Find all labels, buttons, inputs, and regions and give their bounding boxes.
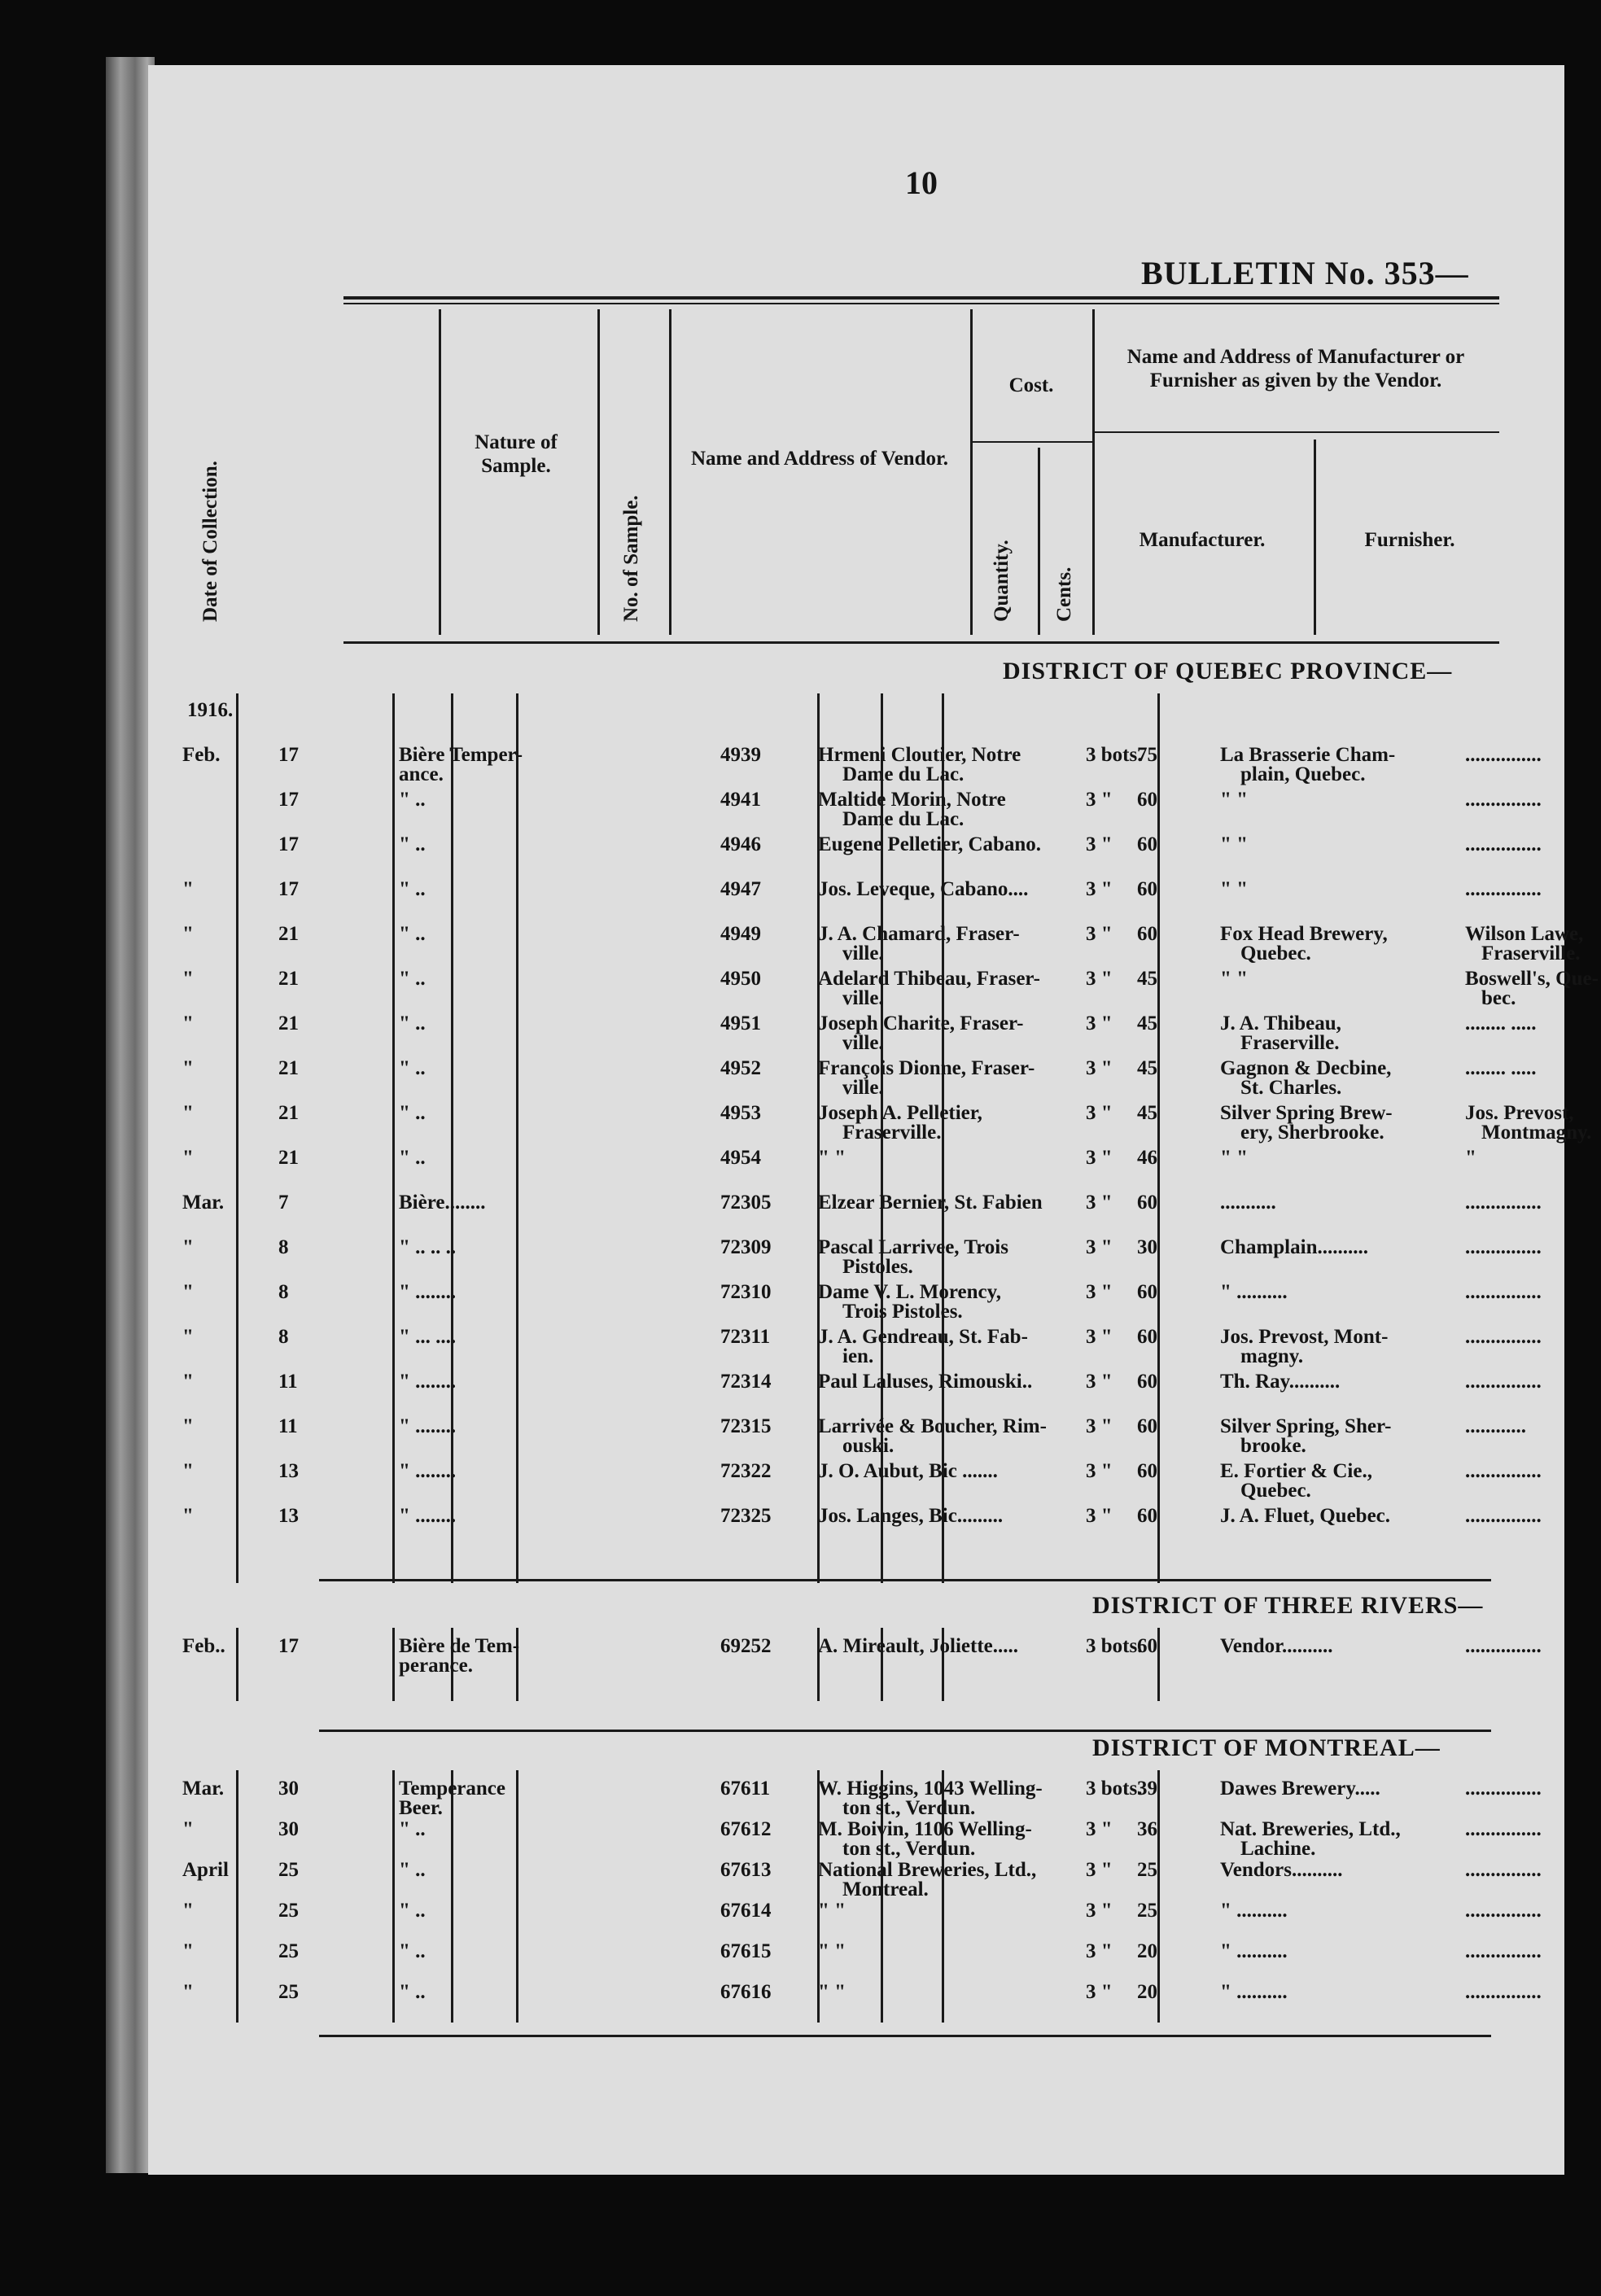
sample-number: 67616 [720, 1981, 772, 2003]
sample-number: 4941 [720, 789, 761, 811]
cost-cents: 36 [1137, 1818, 1157, 1840]
sample-number: 72309 [720, 1236, 772, 1258]
nature-of-sample: Temperance [399, 1778, 505, 1800]
manufacturer: Fox Head Brewery, [1220, 923, 1388, 945]
col-line [451, 693, 453, 1583]
nature-of-sample: " .. .. .. [399, 1236, 457, 1258]
manufacturer: Lachine. [1240, 1838, 1316, 1860]
sample-number: 4953 [720, 1102, 761, 1124]
nature-of-sample: " .. [399, 1940, 426, 1962]
cost-quantity: 3 " [1086, 1281, 1113, 1303]
manufacturer: " " [1220, 789, 1249, 811]
page-number: 10 [905, 164, 938, 201]
date-month: " [182, 1940, 194, 1962]
date-month: " [182, 1057, 194, 1079]
date-month: " [182, 1236, 194, 1258]
vendor-name-address: Maltide Morin, Notre [818, 789, 1006, 811]
cost-quantity: 3 " [1086, 1371, 1113, 1393]
vendor-name-address: " " [818, 1981, 846, 2003]
furnisher: ............ [1465, 1415, 1526, 1437]
date-day: 21 [278, 1102, 299, 1124]
cost-cents: 45 [1137, 968, 1157, 990]
cost-cents: 60 [1137, 1415, 1157, 1437]
furnisher: ............... [1465, 1940, 1542, 1962]
furnisher: ............... [1465, 1281, 1542, 1303]
cost-cents: 39 [1137, 1778, 1157, 1800]
manufacturer: ery, Sherbrooke. [1240, 1122, 1384, 1144]
manufacturer: brooke. [1240, 1435, 1306, 1457]
cost-quantity: 3 " [1086, 1192, 1113, 1214]
sample-number: 4947 [720, 878, 761, 900]
date-day: 17 [278, 789, 299, 811]
sample-number: 4939 [720, 744, 761, 766]
cost-cents: 60 [1137, 1460, 1157, 1482]
date-day: 8 [278, 1281, 289, 1303]
manufacturer: Jos. Prevost, Mont- [1220, 1326, 1389, 1348]
furnisher: ............... [1465, 1236, 1542, 1258]
col-line [1157, 1770, 1160, 2023]
nature-of-sample: Bière Temper- [399, 744, 523, 766]
cost-quantity: 3 " [1086, 923, 1113, 945]
date-day: 17 [278, 744, 299, 766]
header-rule-top-2 [343, 303, 1499, 304]
col-line [439, 309, 441, 635]
furnisher: ............... [1465, 1818, 1542, 1840]
cost-cents: 45 [1137, 1057, 1157, 1079]
sample-number: 4951 [720, 1012, 761, 1034]
manufacturer: " .......... [1220, 1900, 1288, 1922]
vendor-name-address: ville. [842, 987, 884, 1009]
furnisher: ............... [1465, 1635, 1542, 1657]
cost-quantity: 3 " [1086, 1460, 1113, 1482]
nature-of-sample: " ........ [399, 1371, 457, 1393]
section-title: DISTRICT OF THREE RIVERS— [1092, 1592, 1484, 1619]
date-day: 11 [278, 1371, 298, 1393]
date-day: 13 [278, 1505, 299, 1527]
nature-of-sample: " ........ [399, 1281, 457, 1303]
date-month: " [182, 1818, 194, 1840]
date-month: Mar. [182, 1192, 225, 1214]
nature-of-sample: " .. [399, 1981, 426, 2003]
section-title: DISTRICT OF QUEBEC PROVINCE— [1003, 658, 1453, 684]
date-month: " [182, 1281, 194, 1303]
manufacturer: Vendor.......... [1220, 1635, 1333, 1657]
manufacturer: Quebec. [1240, 942, 1311, 964]
furnisher: ............... [1465, 1460, 1542, 1482]
date-day: 17 [278, 878, 299, 900]
manufacturer: Th. Ray.......... [1220, 1371, 1341, 1393]
furnisher: ............... [1465, 1900, 1542, 1922]
date-day: 8 [278, 1326, 289, 1348]
vendor-name-address: Joseph Charite, Fraser- [818, 1012, 1024, 1034]
manufacturer: Dawes Brewery..... [1220, 1778, 1380, 1800]
nature-of-sample: perance. [399, 1655, 473, 1677]
section-rule [319, 2035, 1491, 2037]
cost-quantity: 3 " [1086, 1147, 1113, 1169]
cost-quantity: 3 " [1086, 1818, 1113, 1840]
section-rule [319, 1730, 1491, 1732]
furnisher: Boswell's, Que- [1465, 968, 1599, 990]
vendor-name-address: Fraserville. [842, 1122, 942, 1144]
date-month: " [182, 1900, 194, 1922]
manufacturer: Vendors.......... [1220, 1859, 1343, 1881]
nature-of-sample: " .. [399, 833, 426, 855]
vendor-name-address: ouski. [842, 1435, 895, 1457]
date-month: April [182, 1859, 229, 1881]
vendor-name-address: " " [818, 1940, 846, 1962]
col-line [817, 693, 820, 1583]
vendor-name-address: Pascal Larrivee, Trois [818, 1236, 1008, 1258]
sample-number: 4954 [720, 1147, 761, 1169]
cost-quantity: 3 bots. [1086, 1635, 1143, 1657]
sample-number: 72322 [720, 1460, 772, 1482]
header-manufacturer: Manufacturer. [1139, 529, 1266, 551]
date-month: " [182, 1505, 194, 1527]
date-day: 21 [278, 1012, 299, 1034]
furnisher: ............... [1465, 789, 1542, 811]
section-rule [319, 1579, 1491, 1581]
col-line [1157, 693, 1160, 1583]
col-line [392, 693, 395, 1583]
nature-of-sample: " .. [399, 1102, 426, 1124]
cost-cents: 45 [1137, 1102, 1157, 1124]
sample-number: 67611 [720, 1778, 771, 1800]
manufacturer: " " [1220, 833, 1249, 855]
date-day: 21 [278, 923, 299, 945]
date-day: 21 [278, 1057, 299, 1079]
cost-cents: 20 [1137, 1940, 1157, 1962]
book-spine [106, 57, 155, 2173]
col-line [597, 309, 600, 635]
furnisher: ............... [1465, 1505, 1542, 1527]
header-furnisher: Furnisher. [1364, 529, 1455, 551]
sample-number: 67615 [720, 1940, 772, 1962]
sample-number: 72314 [720, 1371, 772, 1393]
sample-number: 72311 [720, 1326, 771, 1348]
manufacturer: Silver Spring Brew- [1220, 1102, 1393, 1124]
vendor-name-address: Joseph A. Pelletier, [818, 1102, 982, 1124]
furnisher: Fraserville. [1481, 942, 1581, 964]
date-month: " [182, 1415, 194, 1437]
date-month: " [182, 1326, 194, 1348]
nature-of-sample: " .. [399, 1147, 426, 1169]
furnisher: ............... [1465, 1778, 1542, 1800]
sample-number: 69252 [720, 1635, 772, 1657]
nature-of-sample: " ........ [399, 1460, 457, 1482]
furnisher: Montmagny. [1481, 1122, 1592, 1144]
date-month: Mar. [182, 1778, 225, 1800]
cost-quantity: 3 bots. [1086, 744, 1143, 766]
sample-number: 4950 [720, 968, 761, 990]
manufacturer: Fraserville. [1240, 1032, 1340, 1054]
furnisher: " [1465, 1147, 1476, 1169]
section-title: DISTRICT OF MONTREAL— [1092, 1734, 1441, 1761]
furnisher: Jos. Prevost, [1465, 1102, 1574, 1124]
cost-quantity: 3 " [1086, 1012, 1113, 1034]
manufacturer: " .......... [1220, 1981, 1288, 2003]
cost-cents: 60 [1137, 1326, 1157, 1348]
date-month: " [182, 878, 194, 900]
header-rule-bottom [343, 641, 1499, 644]
header-quantity: Quantity. [991, 540, 1013, 622]
date-day: 25 [278, 1940, 299, 1962]
cost-quantity: 3 " [1086, 1900, 1113, 1922]
date-day: 21 [278, 968, 299, 990]
cost-quantity: 3 bots. [1086, 1778, 1143, 1800]
nature-of-sample: " ........ [399, 1415, 457, 1437]
cost-quantity: 3 " [1086, 1326, 1113, 1348]
cost-cents: 60 [1137, 1635, 1157, 1657]
nature-of-sample: " ........ [399, 1505, 457, 1527]
vendor-name-address: ville. [842, 1077, 884, 1099]
sample-number: 67614 [720, 1900, 772, 1922]
furnisher: ............... [1465, 878, 1542, 900]
date-month: " [182, 1102, 194, 1124]
furnisher: ............... [1465, 1371, 1542, 1393]
header-nature: Nature of Sample. [475, 431, 558, 477]
vendor-name-address: Paul Laluses, Rimouski.. [818, 1371, 1033, 1393]
col-line [1157, 1628, 1160, 1701]
cost-quantity: 3 " [1086, 1057, 1113, 1079]
cost-quantity: 3 " [1086, 1415, 1113, 1437]
date-month: Feb.. [182, 1635, 225, 1657]
col-line [236, 1628, 238, 1701]
date-day: 17 [278, 833, 299, 855]
furnisher: Wilson Lawe, [1465, 923, 1584, 945]
cost-quantity: 3 " [1086, 1505, 1113, 1527]
nature-of-sample: " .. [399, 1900, 426, 1922]
furnisher: ............... [1465, 833, 1542, 855]
header-vendor: Name and Address of Vendor. [690, 448, 949, 470]
date-day: 13 [278, 1460, 299, 1482]
furnisher: ............... [1465, 1859, 1542, 1881]
date-month: " [182, 1371, 194, 1393]
date-day: 7 [278, 1192, 289, 1214]
cost-cents: 60 [1137, 878, 1157, 900]
date-day: 17 [278, 1635, 299, 1657]
manufacturer: La Brasserie Cham- [1220, 744, 1396, 766]
header-cents: Cents. [1053, 566, 1075, 622]
cost-quantity: 3 " [1086, 789, 1113, 811]
col-line [516, 693, 518, 1583]
vendor-name-address: National Breweries, Ltd., [818, 1859, 1037, 1881]
nature-of-sample: " .. [399, 968, 426, 990]
vendor-name-address: Jos. Leveque, Cabano.... [818, 878, 1029, 900]
vendor-name-address: Dame du Lac. [842, 763, 965, 785]
nature-of-sample: " .. [399, 1057, 426, 1079]
furnisher: ........ ..... [1465, 1012, 1537, 1034]
vendor-name-address: ville. [842, 1032, 884, 1054]
date-day: 11 [278, 1415, 298, 1437]
cost-cents: 25 [1137, 1859, 1157, 1881]
manufacturer: St. Charles. [1240, 1077, 1342, 1099]
sample-number: 72305 [720, 1192, 772, 1214]
vendor-name-address: Hrmeni Cloutier, Notre [818, 744, 1021, 766]
cost-cents: 60 [1137, 1505, 1157, 1527]
nature-of-sample: " .. [399, 878, 426, 900]
col-line [236, 693, 238, 1583]
sample-number: 72310 [720, 1281, 772, 1303]
nature-of-sample: Bière de Tem- [399, 1635, 520, 1657]
furnisher: ............... [1465, 1192, 1542, 1214]
vendor-name-address: Dame V. L. Morency, [818, 1281, 1001, 1303]
cost-quantity: 3 " [1086, 1859, 1113, 1881]
cost-quantity: 3 " [1086, 878, 1113, 900]
date-day: 30 [278, 1818, 299, 1840]
manufacturer: " .......... [1220, 1940, 1288, 1962]
date-day: 25 [278, 1900, 299, 1922]
cost-sub-rule [970, 441, 1092, 443]
date-month: " [182, 1012, 194, 1034]
manufacturer: magny. [1240, 1345, 1304, 1367]
vendor-name-address: W. Higgins, 1043 Welling- [818, 1778, 1043, 1800]
cost-cents: 75 [1137, 744, 1157, 766]
col-line [516, 1770, 518, 2023]
furnisher: ............... [1465, 744, 1542, 766]
date-day: 21 [278, 1147, 299, 1169]
col-line [392, 1770, 395, 2023]
header-no: No. of Sample. [620, 495, 642, 622]
vendor-name-address: Larrivée & Boucher, Rim- [818, 1415, 1047, 1437]
section-year: 1916. [187, 699, 234, 721]
furnisher: bec. [1481, 987, 1516, 1009]
manufacturer: Gagnon & Decbine, [1220, 1057, 1392, 1079]
vendor-name-address: ville. [842, 942, 884, 964]
cost-cents: 20 [1137, 1981, 1157, 2003]
nature-of-sample: Beer. [399, 1797, 443, 1819]
date-month: " [182, 1147, 194, 1169]
vendor-name-address: Elzear Bernier, St. Fabien [818, 1192, 1043, 1214]
date-month: " [182, 923, 194, 945]
vendor-name-address: Pistoles. [842, 1256, 913, 1278]
nature-of-sample: " ... .... [399, 1326, 457, 1348]
vendor-name-address: " " [818, 1900, 846, 1922]
manufacturer: " " [1220, 1147, 1249, 1169]
manufacturer: ........... [1220, 1192, 1276, 1214]
vendor-name-address: Adelard Thibeau, Fraser- [818, 968, 1040, 990]
vendor-name-address: J. A. Chamard, Fraser- [818, 923, 1020, 945]
manufacturer: " .......... [1220, 1281, 1288, 1303]
vendor-name-address: François Dionne, Fraser- [818, 1057, 1035, 1079]
vendor-name-address: J. O. Aubut, Bic ....... [818, 1460, 998, 1482]
nature-of-sample: Bière........ [399, 1192, 486, 1214]
cost-quantity: 3 " [1086, 1236, 1113, 1258]
cost-cents: 45 [1137, 1012, 1157, 1034]
cost-cents: 60 [1137, 923, 1157, 945]
col-line [970, 309, 973, 635]
sample-number: 67613 [720, 1859, 772, 1881]
col-line [451, 1770, 453, 2023]
header-cost: Cost. [1008, 374, 1054, 396]
date-day: 25 [278, 1981, 299, 2003]
cost-cents: 25 [1137, 1900, 1157, 1922]
manufacturer: Nat. Breweries, Ltd., [1220, 1818, 1401, 1840]
sample-number: 4946 [720, 833, 761, 855]
cost-cents: 60 [1137, 833, 1157, 855]
nature-of-sample: " .. [399, 923, 426, 945]
vendor-name-address: ton st., Verdun. [842, 1797, 976, 1819]
vendor-name-address: J. A. Gendreau, St. Fab- [818, 1326, 1028, 1348]
date-day: 30 [278, 1778, 299, 1800]
cost-cents: 30 [1137, 1236, 1157, 1258]
nature-of-sample: " .. [399, 789, 426, 811]
manufacturer: Champlain.......... [1220, 1236, 1368, 1258]
cost-cents: 60 [1137, 789, 1157, 811]
date-day: 25 [278, 1859, 299, 1881]
cost-cents: 60 [1137, 1281, 1157, 1303]
mfr-sub-rule [1092, 431, 1499, 433]
nature-of-sample: " .. [399, 1818, 426, 1840]
nature-of-sample: ance. [399, 763, 444, 785]
vendor-name-address: ien. [842, 1345, 874, 1367]
cost-quantity: 3 " [1086, 833, 1113, 855]
manufacturer: E. Fortier & Cie., [1220, 1460, 1372, 1482]
col-line [1038, 448, 1040, 635]
col-line [236, 1770, 238, 2023]
manufacturer: Quebec. [1240, 1480, 1311, 1502]
cost-cents: 46 [1137, 1147, 1157, 1169]
cost-cents: 60 [1137, 1192, 1157, 1214]
sample-number: 72315 [720, 1415, 772, 1437]
sample-number: 67612 [720, 1818, 772, 1840]
furnisher: ............... [1465, 1981, 1542, 2003]
vendor-name-address: Montreal. [842, 1878, 929, 1900]
manufacturer: J. A. Thibeau, [1220, 1012, 1341, 1034]
furnisher: ........ ..... [1465, 1057, 1537, 1079]
date-month: " [182, 1981, 194, 2003]
vendor-name-address: Dame du Lac. [842, 808, 965, 830]
vendor-name-address: Eugene Pelletier, Cabano. [818, 833, 1042, 855]
header-rule-top [343, 296, 1499, 300]
cost-quantity: 3 " [1086, 1102, 1113, 1124]
col-line [1314, 440, 1316, 635]
date-month: " [182, 1460, 194, 1482]
cost-quantity: 3 " [1086, 1981, 1113, 2003]
header-date: Date of Collection. [199, 461, 221, 622]
manufacturer: " " [1220, 968, 1249, 990]
vendor-name-address: M. Boivin, 1106 Welling- [818, 1818, 1032, 1840]
date-day: 8 [278, 1236, 289, 1258]
nature-of-sample: " .. [399, 1859, 426, 1881]
col-line [1092, 309, 1095, 635]
sample-number: 4952 [720, 1057, 761, 1079]
col-line [392, 1628, 395, 1701]
sample-number: 4949 [720, 923, 761, 945]
cost-cents: 60 [1137, 1371, 1157, 1393]
vendor-name-address: " " [818, 1147, 846, 1169]
col-line [669, 309, 671, 635]
bulletin-title: BULLETIN No. 353— [1141, 255, 1469, 291]
manufacturer: J. A. Fluet, Quebec. [1220, 1505, 1391, 1527]
manufacturer: plain, Quebec. [1240, 763, 1366, 785]
header-manufacturer-group: Name and Address of Manufacturer or Furnisher as given by the Vendor. [1126, 346, 1465, 391]
vendor-name-address: A. Mireault, Joliette..... [818, 1635, 1018, 1657]
sample-number: 72325 [720, 1505, 772, 1527]
manufacturer: " " [1220, 878, 1249, 900]
cost-quantity: 3 " [1086, 968, 1113, 990]
furnisher: ............... [1465, 1326, 1542, 1348]
date-month: " [182, 968, 194, 990]
date-month: Feb. [182, 744, 221, 766]
vendor-name-address: Trois Pistoles. [842, 1301, 963, 1323]
vendor-name-address: ton st., Verdun. [842, 1838, 976, 1860]
nature-of-sample: " .. [399, 1012, 426, 1034]
document-page [148, 65, 1599, 2175]
manufacturer: Silver Spring, Sher- [1220, 1415, 1392, 1437]
vendor-name-address: Jos. Langes, Bic......... [818, 1505, 1004, 1527]
cost-quantity: 3 " [1086, 1940, 1113, 1962]
